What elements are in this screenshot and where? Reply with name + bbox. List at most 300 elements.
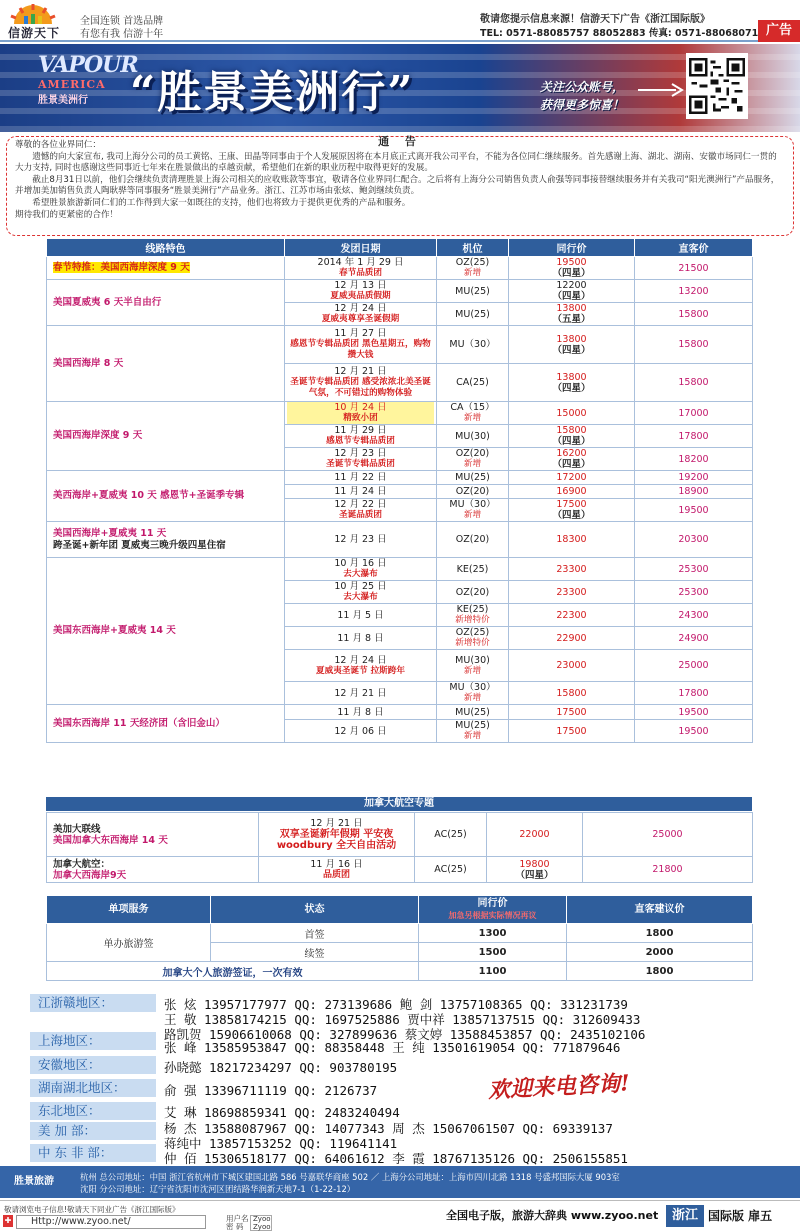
route-title: 美国西海岸深度 9 天 (53, 430, 143, 441)
top-bar (0, 0, 800, 42)
seat-note: 新增 (463, 459, 482, 469)
seat-note: 新增 (463, 413, 482, 423)
retail-price: 17800 (678, 430, 709, 442)
seat-text: CA(25) (456, 377, 489, 388)
date-text: 12 月 23 日 (334, 448, 387, 459)
column-header: 直客建议价 (567, 896, 753, 924)
peer-price-cell (509, 682, 635, 705)
table-row (47, 402, 753, 425)
seat-text: CA（15） (450, 402, 495, 413)
seat-cell (437, 471, 509, 485)
canada-body (47, 813, 753, 883)
date-cell (285, 448, 437, 471)
contact-row: 张 峰 13585953847 QQ: 88358448 王 纯 13501619054 QQ: 771879646 (164, 1040, 621, 1055)
seat-text: MU(30) (455, 654, 490, 666)
column-header: 直客价 (635, 239, 753, 257)
route-title: 美国东西海岸+夏威夷 14 天 (53, 625, 176, 636)
retail-price: 18900 (678, 486, 709, 497)
url-link[interactable]: Http://www.zyoo.net/ (16, 1215, 206, 1229)
peer-price: 15800 (556, 687, 587, 699)
retail-price: 19500 (678, 504, 709, 516)
star-rating: （四星） (552, 344, 591, 356)
seat-text: OZ(25) (455, 627, 490, 638)
column-header: 线路特色 (47, 239, 285, 257)
date-note: 去大瀑布 (343, 569, 378, 579)
username-value: Zyoo (253, 1215, 271, 1223)
peer-price-cell (509, 257, 635, 280)
column-header (419, 896, 567, 924)
seat-cell (437, 402, 509, 425)
follow-text (540, 78, 624, 114)
region-label: 江浙赣地区： (30, 994, 156, 1012)
peer-price: 13800 (556, 303, 587, 314)
retail-price-cell (635, 425, 753, 448)
table-row (47, 558, 753, 581)
date-cell (285, 522, 437, 558)
source-notice: 敬请您提示信息来源！信游天下广告《浙江国际版》 (480, 14, 710, 25)
retail-price-cell (635, 682, 753, 705)
seat-text: MU（30） (449, 682, 496, 693)
ad-badge: 广告 (758, 20, 800, 42)
footer-note: 敬请浏览电子信息!敬请天下同业广告《浙江国际版》 (4, 1205, 180, 1214)
column-header: 机位 (437, 239, 509, 257)
date-cell (259, 813, 415, 857)
visa-retail: 1800 (567, 924, 753, 943)
contacts-section (30, 992, 780, 1164)
region-label: 美 加 部： (30, 1122, 156, 1140)
retail-price-cell (635, 303, 753, 326)
route-title: 春节特推：美国西海岸深度 9 天 (53, 262, 190, 273)
peer-price-cell (509, 720, 635, 743)
seat-text: KE(25) (456, 604, 489, 615)
retail-price-cell (635, 257, 753, 280)
peer-price: 17500 (556, 499, 587, 510)
slogan: 有您有我 信游十年 (80, 29, 164, 40)
peer-price-cell (487, 857, 583, 883)
retail-price-cell (635, 499, 753, 522)
peer-price: 13800 (556, 371, 587, 383)
date-text: 12 月 24 日 (334, 654, 387, 666)
retail-price: 25300 (678, 586, 709, 598)
route-name (47, 522, 285, 558)
peer-price: 15800 (556, 425, 587, 436)
peer-price-cell (509, 627, 635, 650)
date-text: 10 月 16 日 (334, 558, 387, 569)
login-values[interactable] (250, 1215, 272, 1231)
seat-cell (437, 650, 509, 682)
seat-note: 新增 (463, 268, 482, 278)
seat-cell (437, 705, 509, 720)
seat-cell (415, 857, 487, 883)
date-note: 品质团 (322, 869, 350, 880)
peer-price: 13800 (556, 333, 587, 345)
peer-price: 17500 (556, 725, 587, 737)
date-text: 12 月 21 日 (334, 687, 387, 699)
visa-peer: 1100 (419, 962, 567, 981)
date-text: 11 月 16 日 (310, 858, 363, 870)
retail-price-cell (635, 364, 753, 402)
route-name (47, 402, 285, 471)
seat-text: MU(25) (455, 706, 490, 718)
retail-price: 20300 (678, 534, 709, 545)
seat-cell (437, 326, 509, 364)
notice-paragraph: 截止8月31日以前，他们会继续负责清理胜景上海公司相关的应收账款等事宜，敬请各位业界同仁配合。之后将有上海分公司销售负责人俞强等同事接替继续服务并有关我司“阳光澳洲行”产品服务，并增加美加销售负责人陶耿骅等同事服务“胜景美洲行”产品业务。浙江、江苏市场由张炫、鲍剑继续负责。 (15, 174, 780, 197)
province-badge: 浙江 (666, 1205, 704, 1227)
peer-price-cell (509, 448, 635, 471)
date-cell (285, 471, 437, 485)
peer-price-cell (509, 604, 635, 627)
seat-cell (437, 303, 509, 326)
star-rating: （四星） (552, 268, 591, 279)
table-header-row (47, 896, 753, 924)
retail-price: 15800 (678, 377, 709, 388)
date-text: 11 月 8 日 (337, 632, 384, 644)
peer-price-cell (509, 485, 635, 499)
seat-cell (437, 522, 509, 558)
peer-price-cell (509, 705, 635, 720)
seat-text: OZ(20) (455, 448, 490, 459)
seat-note: 新增特价 (455, 638, 490, 648)
peer-price-cell (487, 813, 583, 857)
date-text: 11 月 8 日 (337, 706, 384, 718)
peer-note: 加急另根据实际情况再议 (448, 910, 537, 920)
retail-price-cell (635, 326, 753, 364)
seat-text: MU（30） (449, 499, 496, 510)
date-cell (285, 485, 437, 499)
peer-price-cell (509, 471, 635, 485)
column-header-text: 同行价 (477, 897, 508, 909)
date-cell (285, 425, 437, 448)
route-name (47, 326, 285, 402)
date-text: 2014 年 1 月 29 日 (317, 257, 404, 268)
telephone-line: TEL: 0571-88085757 88052883 传真: 0571-88068071 (480, 28, 759, 39)
peer-price: 22000 (519, 829, 550, 840)
contact-row: 艾 琳 18698859341 QQ: 2483240494 (164, 1105, 400, 1120)
visa-status: 首签 (211, 924, 419, 943)
table-row (47, 257, 753, 280)
date-note: 夏威夷尊享圣诞假期 (321, 314, 400, 324)
date-cell (285, 364, 437, 402)
seat-cell (437, 485, 509, 499)
seat-text: MU(25) (455, 285, 490, 297)
seat-cell (437, 257, 509, 280)
seat-cell (437, 364, 509, 402)
star-rating: （四星） (552, 291, 591, 302)
peer-price: 18300 (556, 534, 587, 545)
username-label: 用户名 (226, 1214, 249, 1223)
login-labels (226, 1215, 249, 1231)
column-header: 状态 (211, 896, 419, 924)
date-cell (285, 558, 437, 581)
retail-price-cell (583, 857, 753, 883)
peer-price-cell (509, 499, 635, 522)
date-text: 12 月 13 日 (334, 280, 387, 291)
logo-text: 信游天下 (8, 26, 61, 40)
column-header: 同行价 (509, 239, 635, 257)
date-text: 11 月 29 日 (334, 425, 387, 436)
peer-price-cell (509, 581, 635, 604)
retail-price: 21800 (652, 864, 683, 875)
address-line: 沈阳 分公司地址：辽宁省沈阳市沈河区团结路华润新天地7-1（1-22-12） (80, 1184, 356, 1194)
region-label: 上海地区： (30, 1032, 156, 1050)
seat-text: OZ(20) (455, 486, 490, 497)
qr-code-icon[interactable] (686, 53, 748, 119)
region-label: 湖南湖北地区： (30, 1079, 156, 1097)
contact-row: 俞 强 13396711119 QQ: 2126737 (164, 1083, 378, 1098)
retail-price-cell (635, 558, 753, 581)
retail-price: 19500 (678, 706, 709, 718)
seat-cell (437, 682, 509, 705)
star-rating: （五星） (552, 314, 591, 325)
retail-price: 13200 (678, 285, 709, 297)
retail-price: 24900 (678, 632, 709, 644)
seat-text: OZ(20) (455, 534, 490, 545)
date-cell (285, 604, 437, 627)
peer-price: 16900 (556, 486, 587, 497)
table-row (47, 857, 753, 883)
contact-row: 蒋纯中 13857153252 QQ: 119641141 (164, 1136, 398, 1151)
retail-price-cell (635, 705, 753, 720)
date-cell (285, 303, 437, 326)
follow-line: 获得更多惊喜！ (540, 98, 625, 112)
address-bar (0, 1166, 800, 1198)
date-cell (285, 705, 437, 720)
peer-price: 12200 (556, 280, 587, 291)
seat-cell (415, 813, 487, 857)
retail-price: 17800 (678, 687, 709, 699)
notice-greeting: 尊敬的各位业界同仁： (15, 140, 101, 150)
peer-price: 17200 (556, 472, 587, 483)
table-row (47, 280, 753, 303)
date-cell (285, 257, 437, 280)
date-note: 圣诞节专辑品质团 (326, 459, 395, 469)
star-rating: （四星） (552, 382, 591, 394)
retail-price-cell (635, 720, 753, 743)
route-name (47, 705, 285, 743)
visa-peer: 1300 (419, 924, 567, 943)
retail-price: 19200 (678, 472, 709, 483)
password-value: Zyoo (253, 1222, 271, 1231)
retail-price: 25000 (678, 660, 709, 671)
contact-row: 仲 佰 15306518177 QQ: 64061612 李 霞 18767135126 QQ: 2506155851 (164, 1151, 628, 1166)
route-subtitle: 美国加拿大东西海岸 14 天 (53, 834, 168, 846)
table-row (47, 924, 753, 943)
seat-text: KE(25) (456, 563, 489, 575)
route-title: 美加大联线 (53, 823, 101, 835)
route-title: 美国西海岸 8 天 (53, 357, 124, 369)
seat-text: OZ(25) (455, 257, 490, 268)
star-rating: （四星） (515, 869, 554, 881)
contact-row: 路凯贺 15906610068 QQ: 327899636 蔡文婷 13588453857 QQ: 2435102106 (164, 1027, 646, 1042)
date-note: 感恩节专辑品质团 黑色星期五，购物攒大钱 (290, 339, 431, 360)
retail-price-cell (583, 813, 753, 857)
route-name (47, 257, 285, 280)
seat-cell (437, 558, 509, 581)
peer-price: 22900 (556, 632, 587, 644)
star-rating: （四星） (552, 459, 591, 470)
peer-price-cell (509, 402, 635, 425)
contact-row: 王 敬 13858174215 QQ: 1697525886 贾中祥 13857137515 QQ: 312609433 (164, 1012, 641, 1027)
logo-line: AMERICA (38, 78, 106, 91)
visa-label: 单办旅游签 (47, 924, 211, 962)
date-note: 夏威夷圣诞节 拉斯跨年 (316, 665, 405, 676)
date-text: 12 月 22 日 (334, 499, 387, 510)
logo-line: VAPOUR (38, 52, 138, 78)
peer-price-cell (509, 650, 635, 682)
peer-price-cell (509, 326, 635, 364)
seat-text: AC(25) (434, 864, 467, 875)
date-text: 11 月 24 日 (334, 486, 387, 497)
peer-price: 23300 (556, 586, 587, 598)
retail-price-cell (635, 581, 753, 604)
route-title: 美国西海岸+夏威夷 11 天 (53, 527, 167, 539)
route-name (47, 813, 259, 857)
table-row (47, 813, 753, 857)
visa-canada-label: 加拿大个人旅游签证，一次有效 (47, 962, 419, 981)
peer-price: 22300 (556, 609, 587, 621)
retail-price-cell (635, 522, 753, 558)
retail-price-cell (635, 485, 753, 499)
retail-price-cell (635, 402, 753, 425)
peer-price: 16200 (556, 448, 587, 459)
star-rating: （四星） (552, 510, 591, 521)
retail-price: 15800 (678, 339, 709, 350)
date-cell (285, 682, 437, 705)
retail-price: 25000 (652, 829, 683, 840)
seat-cell (437, 581, 509, 604)
table-row (47, 326, 753, 364)
date-cell (285, 627, 437, 650)
region-label: 东北地区： (30, 1102, 156, 1120)
table-header-row (47, 239, 753, 257)
seat-note: 新增 (463, 665, 482, 676)
peer-price: 19800 (519, 858, 550, 870)
table-row (47, 962, 753, 981)
visa-retail: 1800 (567, 962, 753, 981)
retail-price-cell (635, 627, 753, 650)
date-cell (285, 720, 437, 743)
peer-price-cell (509, 364, 635, 402)
retail-price: 25300 (678, 563, 709, 575)
route-title: 加拿大航空： (53, 858, 111, 870)
star-rating: （四星） (552, 436, 591, 447)
region-label: 中 东 非 部： (30, 1144, 156, 1162)
retail-price: 24300 (678, 609, 709, 621)
route-name (47, 471, 285, 522)
date-text: 11 月 27 日 (334, 328, 387, 339)
password-label: 密 码 (226, 1222, 244, 1231)
seat-note: 新增 (463, 510, 482, 520)
date-note: 圣诞节专辑品质团 感受浓浓北美圣诞气氛，不可错过的购物体验 (290, 377, 431, 398)
peer-price-cell (509, 558, 635, 581)
notice-title: 通 告 (378, 135, 422, 148)
notice-box (6, 136, 794, 236)
footer-tagline: 全国电子版，旅游大辞典 www.zyoo.net (446, 1209, 659, 1222)
sun-logo-icon (6, 2, 60, 26)
visa-status: 续签 (211, 943, 419, 962)
route-title: 美西海岸+夏威夷 10 天 感恩节+圣诞季专辑 (53, 490, 245, 501)
table-row (47, 522, 753, 558)
follow-line: 关注公众账号， (540, 80, 625, 94)
routes-body (47, 257, 753, 743)
seat-text: MU(30) (455, 430, 490, 442)
retail-price-cell (635, 650, 753, 682)
canada-table (46, 812, 753, 883)
date-note: 圣诞品质团 (339, 510, 382, 520)
date-cell (285, 581, 437, 604)
retail-price-cell (635, 471, 753, 485)
date-text: 12 月 21 日 (310, 818, 363, 829)
vapour-logo (38, 52, 138, 108)
date-text: 12 月 06 日 (334, 725, 387, 737)
date-cell (285, 499, 437, 522)
notice-paragraph: 希望胜景旅游新同仁们的工作得到大家一如既往的支持，他们也将致力于提供更优秀的产品和服务。 (32, 197, 411, 208)
route-subtitle: 跨圣诞+新年团 夏威夷三晚升级四星住宿 (53, 539, 226, 551)
seat-cell (437, 425, 509, 448)
peer-price-cell (509, 280, 635, 303)
retail-price: 18200 (678, 453, 709, 465)
route-name (47, 558, 285, 705)
visa-table (46, 895, 753, 981)
routes-table (46, 238, 753, 743)
seat-text: MU(25) (455, 720, 490, 731)
date-cell (285, 650, 437, 682)
date-note: 双享圣诞新年假期 平安夜 woodbury 全天自由活动 (276, 829, 397, 851)
contact-row: 杨 杰 13588087967 QQ: 14077343 周 杰 15067061507 QQ: 69339137 (164, 1121, 613, 1136)
notice-closing: 期待我们的更紧密的合作！ (15, 209, 119, 220)
seat-note: 新增 (463, 731, 482, 741)
date-text: 11 月 22 日 (334, 472, 387, 483)
seat-cell (437, 604, 509, 627)
seat-note: 新增特价 (455, 615, 490, 625)
date-note: 精致小团 (287, 413, 434, 424)
date-text: 10 月 24 日 (287, 402, 434, 413)
footer (0, 1200, 800, 1232)
seat-cell (437, 720, 509, 743)
column-header: 单项服务 (47, 896, 211, 924)
seat-note: 新增 (463, 693, 482, 703)
retail-price: 17000 (678, 407, 709, 419)
route-title: 美国东西海岸 11 天经济团（含旧金山） (53, 717, 225, 729)
visa-retail: 2000 (567, 943, 753, 962)
date-text: 11 月 5 日 (337, 609, 384, 621)
seat-text: MU(25) (455, 472, 490, 483)
route-title: 美国夏威夷 6 天半自由行 (53, 296, 162, 308)
address-logo: 胜景旅游 (14, 1176, 54, 1187)
column-header: 发团日期 (285, 239, 437, 257)
seat-cell (437, 499, 509, 522)
date-text: 10 月 25 日 (334, 581, 387, 592)
retail-price-cell (635, 604, 753, 627)
date-note: 感恩节专辑品质团 (326, 436, 395, 446)
date-note: 去大瀑布 (343, 592, 378, 602)
route-name (47, 280, 285, 326)
route-name (47, 857, 259, 883)
contact-row: 张 炫 13957177977 QQ: 273139686 鲍 剑 13757108365 QQ: 331231739 (164, 997, 628, 1012)
peer-price-cell (509, 303, 635, 326)
visa-peer: 1500 (419, 943, 567, 962)
banner-title: “胜景美洲行” (130, 67, 415, 118)
date-cell (285, 326, 437, 364)
date-cell (259, 857, 415, 883)
peer-price: 19500 (556, 257, 587, 268)
arrow-right-icon (636, 82, 684, 98)
contact-row: 孙晓懿 18217234297 QQ: 903780195 (164, 1060, 398, 1075)
retail-price: 15800 (678, 308, 709, 320)
notice-paragraph: 遗憾的向大家宣布, 我司上海分公司的员工黄铭、王康、田晶等同事由于个人发展原因将在本月底正式离开我公司平台，不能为各位同仁继续服务。首先感谢上海、湖北、湖南、安徽市场同仁一贯的大力支持, 同时也感谢这些同事近七年来在胜景做出的卓越贡献，希望他们在新的职业历程中取得更好的发展。 (15, 151, 777, 174)
date-note: 春节品质团 (339, 268, 382, 278)
peer-price: 23300 (556, 563, 587, 575)
